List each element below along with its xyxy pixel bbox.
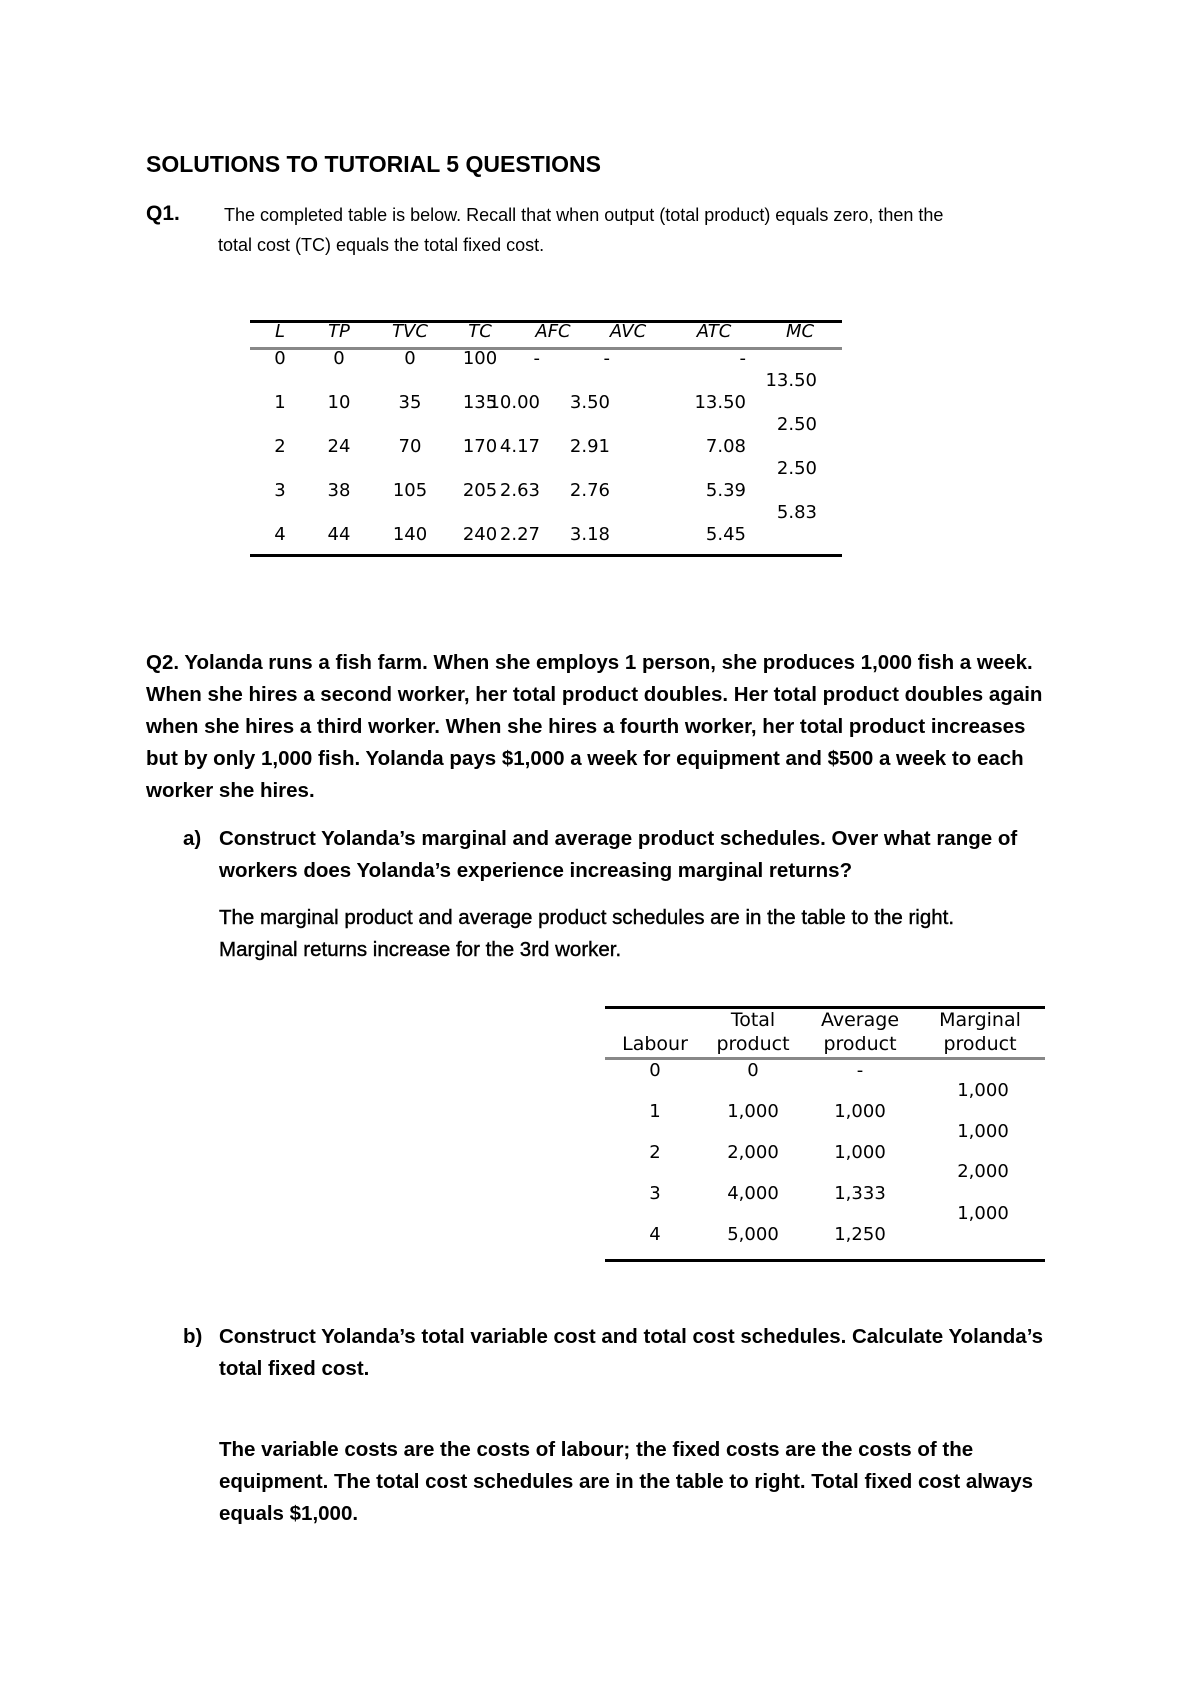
table-cell: 3 xyxy=(649,1183,661,1204)
table-cell: 1,000 xyxy=(834,1101,886,1122)
table-cell: 35 xyxy=(398,392,422,413)
table-cell: 0 xyxy=(274,348,286,369)
table-cell: 3.18 xyxy=(569,524,610,545)
table-cell: 170 xyxy=(462,436,498,457)
table-cell: 4 xyxy=(649,1224,661,1245)
column-header-bottom: Labour xyxy=(622,1033,688,1055)
column-header: TVC xyxy=(392,321,428,342)
table-cell: - xyxy=(739,348,746,369)
table-cell: 1 xyxy=(274,392,286,413)
table-cell: 2.27 xyxy=(499,524,540,545)
table-cell: 205 xyxy=(462,480,498,501)
table-cell: 240 xyxy=(462,524,498,545)
table-bottom-rule xyxy=(250,554,842,557)
table-cell: 4.17 xyxy=(499,436,540,457)
part-a-question: Construct Yolanda’s marginal and average product schedules. Over what range of workers does Yolanda’s experience increasing marginal returns? xyxy=(219,827,1018,882)
column-header-bottom: product xyxy=(823,1033,897,1055)
marginal-product-cell: 2,000 xyxy=(957,1161,1009,1182)
table-cell: 13.50 xyxy=(694,392,746,413)
table-cell: 2.63 xyxy=(499,480,540,501)
table-cell: 4 xyxy=(274,524,286,545)
q1-text-line2: total cost (TC) equals the total fixed cost. xyxy=(218,235,545,255)
marginal-product-cell: 1,000 xyxy=(957,1121,1009,1142)
column-header: MC xyxy=(785,321,815,342)
q1-text-line1: The completed table is below. Recall that when output (total product) equals zero, then the xyxy=(224,205,944,225)
table-cell: 24 xyxy=(327,436,351,457)
table-cell: 2 xyxy=(649,1142,661,1163)
table-cell: 10 xyxy=(327,392,351,413)
table-cell: 2,000 xyxy=(727,1142,779,1163)
product-table xyxy=(605,1004,1045,1264)
table-cell: 1,250 xyxy=(834,1224,886,1245)
part-a-answer: The marginal product and average product schedules are in the table to the right. Marginal returns increase for the 3rd worker. xyxy=(219,906,955,961)
q2-line: Q2. Yolanda runs a fish farm. When she employs 1 person, she produces 1,000 fish a week. xyxy=(146,651,1033,674)
column-header: TC xyxy=(468,321,492,342)
table-cell: 3 xyxy=(274,480,286,501)
column-header-bottom: product xyxy=(943,1033,1017,1055)
page-title: SOLUTIONS TO TUTORIAL 5 QUESTIONS xyxy=(146,151,601,177)
marginal-product-cell: 1,000 xyxy=(957,1203,1009,1224)
table-cell: 70 xyxy=(398,436,422,457)
table-cell: 5,000 xyxy=(727,1224,779,1245)
mc-cell: 5.83 xyxy=(776,502,817,523)
table-cell: 7.08 xyxy=(705,436,746,457)
part-b-marker: b) xyxy=(183,1325,203,1348)
table-cell: 3.50 xyxy=(569,392,610,413)
part-b-question: Construct Yolanda’s total variable cost and total cost schedules. Calculate Yolanda’s total fixed cost. xyxy=(219,1325,1044,1380)
column-header-top: Total xyxy=(730,1009,776,1031)
mc-cell: 2.50 xyxy=(776,458,817,479)
table-cell: 0 xyxy=(404,348,416,369)
table-cell: 105 xyxy=(392,480,428,501)
table-cell: 0 xyxy=(747,1060,759,1081)
mc-cell: 2.50 xyxy=(776,414,817,435)
q1-label: Q1. xyxy=(146,202,180,225)
table-cell: 1,000 xyxy=(727,1101,779,1122)
column-header: L xyxy=(274,321,286,342)
column-header: ATC xyxy=(696,321,732,342)
column-header-top: Average xyxy=(820,1009,900,1031)
table-cell: 5.45 xyxy=(705,524,746,545)
table-cell: 100 xyxy=(462,348,498,369)
table-cell: 1,000 xyxy=(834,1142,886,1163)
table-cell: 2.91 xyxy=(569,436,610,457)
q2-line: but by only 1,000 fish. Yolanda pays $1,000 a week for equipment and $500 a week to each xyxy=(146,747,1024,770)
table-cell: - xyxy=(856,1060,864,1081)
table-cell: 44 xyxy=(327,524,351,545)
part-b-answer: The variable costs are the costs of labour; the fixed costs are the costs of the equipment. The total cost schedules are in the table to right. Total fixed cost always equals $1,000. xyxy=(219,1438,1034,1525)
q2-body xyxy=(146,647,1096,807)
q2-label: Q2. xyxy=(146,651,180,674)
table-cell: 2 xyxy=(274,436,286,457)
q2-line: When she hires a second worker, her total product doubles. Her total product doubles again xyxy=(146,683,1043,706)
table-cell: 5.39 xyxy=(705,480,746,501)
table-cell: 4,000 xyxy=(727,1183,779,1204)
table-cell: 135 xyxy=(462,392,498,413)
column-header-top: Marginal xyxy=(939,1009,1021,1031)
table-cell: 38 xyxy=(327,480,351,501)
column-header: AVC xyxy=(609,321,647,342)
column-header: TP xyxy=(328,321,350,342)
table-cell: 2.76 xyxy=(569,480,610,501)
column-header-bottom: product xyxy=(716,1033,790,1055)
cost-table xyxy=(250,318,842,558)
table-cell: 1 xyxy=(649,1101,661,1122)
table-cell: - xyxy=(533,348,540,369)
table-cell: - xyxy=(603,348,610,369)
table-cell: 0 xyxy=(333,348,345,369)
table-bottom-rule xyxy=(605,1259,1045,1262)
table-cell: 1,333 xyxy=(834,1183,886,1204)
part-a-marker: a) xyxy=(183,827,202,850)
table-cell: 140 xyxy=(392,524,428,545)
marginal-product-cell: 1,000 xyxy=(957,1080,1009,1101)
q2-line: when she hires a third worker. When she hires a fourth worker, her total product increases xyxy=(146,715,1026,738)
table-cell: 10.00 xyxy=(488,392,540,413)
column-header: AFC xyxy=(535,321,571,342)
q2-line: worker she hires. xyxy=(146,779,315,802)
table-cell: 0 xyxy=(649,1060,661,1081)
mc-cell: 13.50 xyxy=(765,370,817,391)
